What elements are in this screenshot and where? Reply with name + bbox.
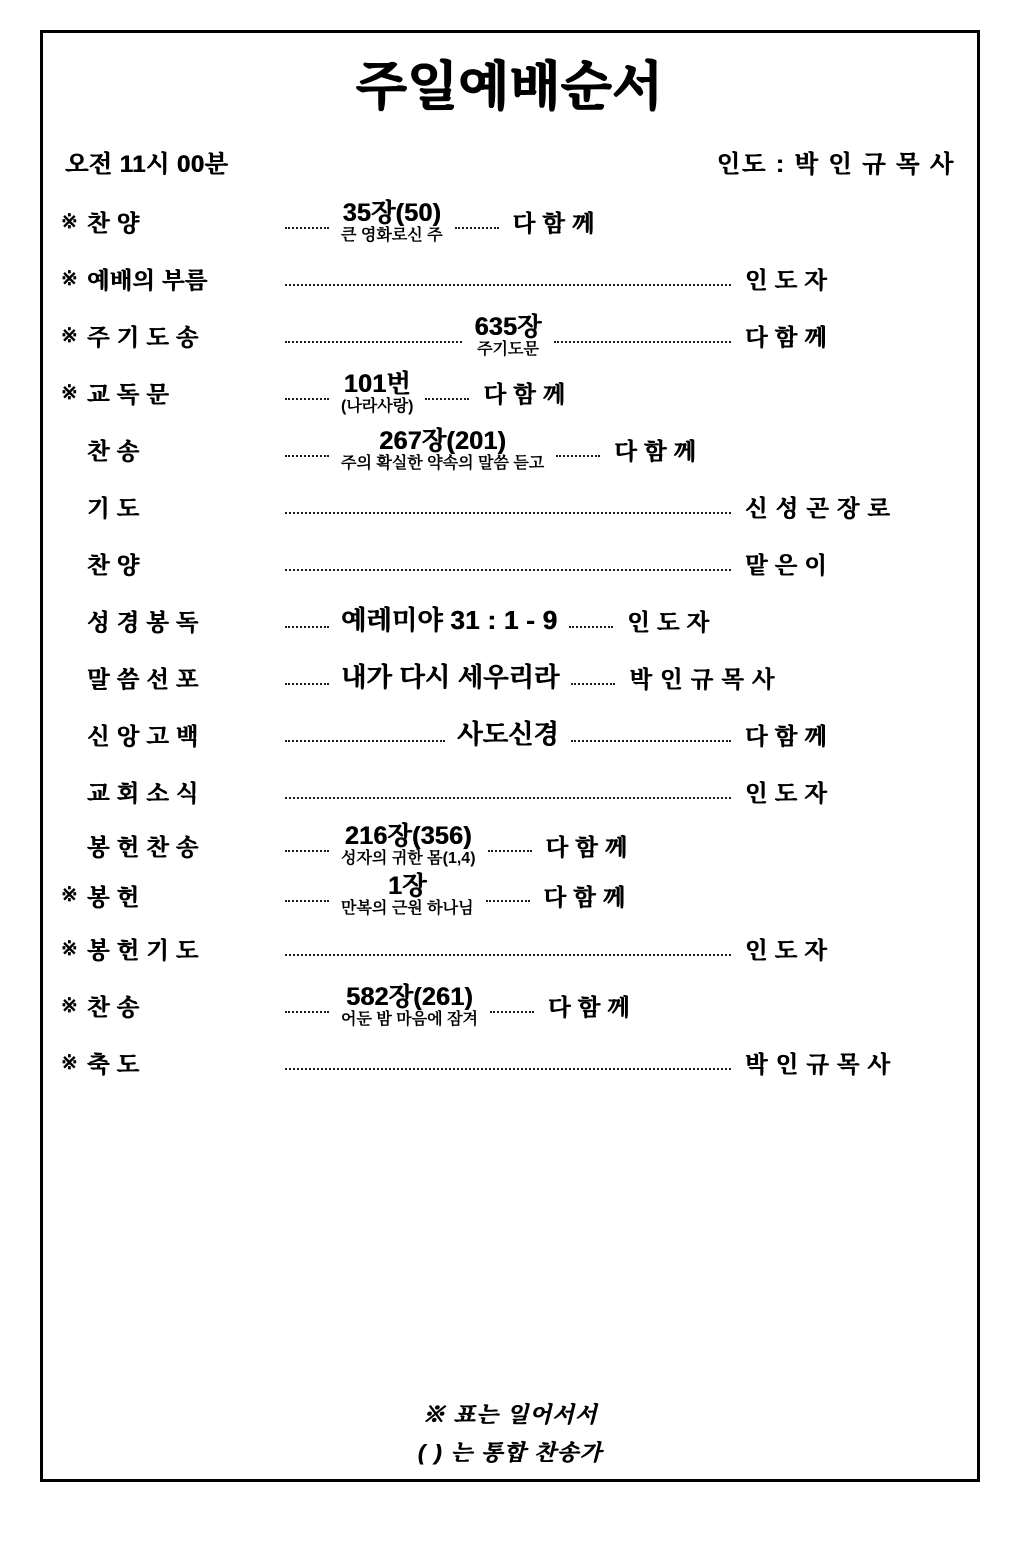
- responsive-reading-title: (나라사랑): [341, 397, 414, 415]
- standing-mark: ※: [61, 1051, 78, 1074]
- bulletin-page: [40, 30, 980, 1482]
- leader-dots: [285, 569, 731, 571]
- order-item-detail: [335, 872, 480, 918]
- service-header: [65, 144, 955, 179]
- order-row: [61, 649, 959, 706]
- standing-mark: ※: [61, 381, 78, 404]
- order-item-performer: 다 함 께: [543, 883, 626, 910]
- leader-dots: [285, 683, 329, 685]
- sermon-title: 내가 다시 세우리라: [341, 662, 560, 693]
- order-item-label: 찬 송: [87, 994, 140, 1021]
- order-item-performer: 인 도 자: [745, 267, 827, 294]
- creed-name: 사도신경: [457, 719, 559, 750]
- order-item-performer: 맡 은 이: [745, 552, 827, 579]
- order-item-performer: 다 함 께: [483, 381, 566, 408]
- hymn-number: 267장(201): [379, 426, 507, 455]
- trailer-dots: [569, 626, 613, 628]
- hymn-title: 만복의 근원 하나님: [341, 900, 474, 918]
- order-item-label: 봉 헌: [87, 883, 140, 910]
- trailer-dots: [490, 1011, 534, 1013]
- order-item-performer: 다 함 께: [512, 210, 595, 237]
- order-item-label: 찬 양: [87, 552, 140, 579]
- order-item-performer: 다 함 께: [745, 723, 827, 750]
- standing-mark: ※: [61, 937, 78, 960]
- order-row: [61, 250, 959, 307]
- scripture-reference: 예레미야 31 : 1 - 9: [341, 605, 558, 636]
- order-row: [61, 193, 959, 250]
- order-item-performer: 박 인 규 목 사: [745, 1051, 891, 1078]
- leader-dots: [285, 797, 731, 799]
- hymn-number: 35장(50): [342, 198, 442, 227]
- standing-mark: ※: [61, 267, 78, 290]
- order-row: [61, 870, 959, 920]
- page-title: 주일예배순서: [356, 58, 664, 116]
- order-row: [61, 1034, 959, 1091]
- order-row: [61, 706, 959, 763]
- trailer-dots: [488, 850, 532, 852]
- order-of-service-list: [61, 193, 959, 1091]
- order-row: [61, 763, 959, 820]
- trailer-dots: [425, 398, 469, 400]
- leader-prefix: 인도 :: [716, 151, 786, 179]
- order-row: [61, 977, 959, 1034]
- order-item-label: 말 씀 선 포: [87, 666, 199, 693]
- order-row: [61, 592, 959, 649]
- order-item-label: 주 기 도 송: [87, 324, 199, 351]
- order-item-performer: 다 함 께: [614, 438, 697, 465]
- order-item-detail: [468, 313, 547, 359]
- trailer-dots: [571, 740, 731, 742]
- order-item-performer: 다 함 께: [545, 833, 628, 860]
- leader-dots: [285, 512, 731, 514]
- order-item-detail: [335, 427, 550, 473]
- order-item-label: 교 독 문: [87, 381, 169, 408]
- order-item-label: 찬 송: [87, 438, 140, 465]
- order-item-performer: 인 도 자: [745, 780, 827, 807]
- leader-dots: [285, 1011, 329, 1013]
- order-item-label: 찬 양: [87, 210, 140, 237]
- footnote-hymnal: ( ) 는 통합 찬송가: [417, 1439, 603, 1465]
- order-row: [61, 820, 959, 870]
- order-item-label: 신 앙 고 백: [87, 723, 199, 750]
- order-row: [61, 478, 959, 535]
- order-item-detail: [335, 663, 565, 692]
- order-item-label: 축 도: [87, 1051, 140, 1078]
- leader-dots: [285, 455, 329, 457]
- hymn-number: 635장: [474, 312, 542, 341]
- trailer-dots: [554, 341, 731, 343]
- order-item-label: 기 도: [87, 495, 140, 522]
- order-item-detail: [335, 370, 419, 416]
- leader-dots: [285, 740, 445, 742]
- standing-mark: ※: [61, 324, 78, 347]
- standing-mark: ※: [61, 884, 78, 907]
- hymn-number: 1장: [387, 872, 427, 901]
- leader-name: 박 인 규 목 사: [794, 151, 955, 179]
- service-time: 오전 11시 00분: [65, 151, 229, 179]
- footnote-standing: ※ 표는 일어서서: [422, 1402, 598, 1428]
- service-leader: [717, 144, 955, 179]
- leader-dots: [285, 341, 462, 343]
- hymn-number: 582장(261): [346, 982, 473, 1011]
- leader-dots: [285, 398, 329, 400]
- leader-dots: [285, 626, 329, 628]
- order-row: [61, 307, 959, 364]
- order-item-label: 예배의 부름: [87, 267, 208, 294]
- leader-dots: [285, 284, 731, 286]
- leader-dots: [285, 900, 329, 902]
- order-row: [61, 364, 959, 421]
- order-item-performer: 다 함 께: [745, 324, 827, 351]
- footnotes: [43, 1396, 977, 1471]
- trailer-dots: [486, 900, 530, 902]
- leader-dots: [285, 850, 329, 852]
- order-item-performer: 신 성 곤 장 로: [745, 495, 891, 522]
- hymn-number: 216장(356): [344, 822, 472, 851]
- leader-dots: [285, 227, 329, 229]
- hymn-title: 어둔 밤 마음에 잠겨: [341, 1010, 478, 1028]
- order-item-detail: [335, 199, 449, 245]
- order-row: [61, 535, 959, 592]
- order-item-performer: 인 도 자: [627, 609, 710, 636]
- responsive-reading-number: 101번: [343, 369, 411, 398]
- standing-mark: ※: [61, 210, 78, 233]
- trailer-dots: [556, 455, 600, 457]
- order-item-detail: [335, 606, 563, 635]
- leader-dots: [285, 1068, 731, 1070]
- trailer-dots: [571, 683, 615, 685]
- order-item-detail: [335, 983, 484, 1029]
- hymn-title: 주기도문: [477, 340, 539, 358]
- order-item-label: 봉 헌 기 도: [87, 937, 199, 964]
- order-item-performer: 다 함 께: [547, 994, 630, 1021]
- order-item-label: 성 경 봉 독: [87, 609, 199, 636]
- hymn-title: 성자의 귀한 몸(1,4): [341, 850, 476, 868]
- order-row: [61, 920, 959, 977]
- order-item-detail: [451, 720, 565, 749]
- leader-dots: [285, 954, 731, 956]
- standing-mark: ※: [61, 994, 78, 1017]
- hymn-title: 큰 영화로신 주: [341, 226, 443, 244]
- order-item-label: 교 회 소 식: [87, 780, 199, 807]
- order-item-label: 봉 헌 찬 송: [87, 833, 199, 860]
- order-item-performer: 인 도 자: [745, 937, 827, 964]
- order-row: [61, 421, 959, 478]
- trailer-dots: [455, 227, 499, 229]
- order-item-performer: 박 인 규 목 사: [629, 666, 776, 693]
- hymn-title: 주의 확실한 약속의 말씀 듣고: [341, 454, 545, 472]
- order-item-detail: [335, 822, 482, 868]
